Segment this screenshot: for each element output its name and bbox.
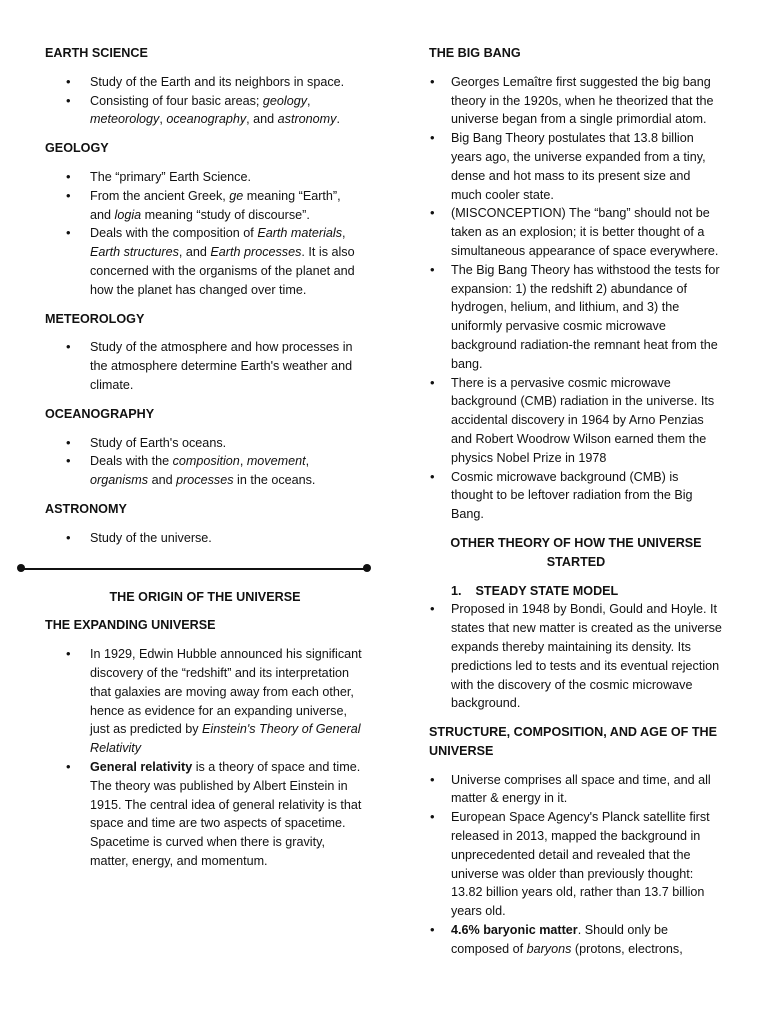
meteorology-list xyxy=(45,338,365,394)
divider-endpoint-left xyxy=(17,564,25,572)
list-item: • Deals with the composition, movement, organisms and processes in the oceans. xyxy=(45,452,365,490)
list-item: • Study of Earth's oceans. xyxy=(45,434,365,453)
list-item: • Cosmic microwave background (CMB) is thought to be leftover radiation from the Big Bang. xyxy=(429,468,723,524)
list-item: • Consisting of four basic areas; geology, meteorology, oceanography, and astronomy. xyxy=(45,92,365,130)
left-column xyxy=(45,44,365,871)
structure-list xyxy=(429,771,723,959)
section-heading-other-theory: OTHER THEORY OF HOW THE UNIVERSE STARTED xyxy=(450,535,702,569)
section-heading-oceanography: OCEANOGRAPHY xyxy=(45,406,155,421)
list-item: • There is a pervasive cosmic microwave background (CMB) radiation in the universe. Its accidental discovery in 1964 by Arno Penzias and Robert Woodrow Wilson earned them the physics Nobel Prize in 1978 xyxy=(429,374,723,468)
list-item: • General relativity is a theory of space and time. The theory was published by Albert Einstein in 1915. The central idea of general relativity is that space and time are two aspects of spacetime. Spacetime is curved when there is gravity, matter, energy, and momentum. xyxy=(45,758,365,871)
geology-list xyxy=(45,168,365,300)
section-heading-earth-science: EARTH SCIENCE xyxy=(45,46,148,60)
big-bang-list xyxy=(429,73,723,524)
list-item: • Universe comprises all space and time, and all matter & energy in it. xyxy=(429,771,723,809)
earth-science-list xyxy=(45,73,365,129)
list-item: • Proposed in 1948 by Bondi, Gould and Hoyle. It states that new matter is created as the universe expands thereby maintaining its density. Its predictions led to tests and its eventual rejection with the discovery of the cosmic microwave background. xyxy=(429,600,723,713)
list-item: • 4.6% baryonic matter. Should only be composed of baryons (protons, electrons, xyxy=(429,921,723,959)
astronomy-list xyxy=(45,529,365,548)
list-item: • The Big Bang Theory has withstood the tests for expansion: 1) the redshift 2) abundance of hydrogen, helium, and lithium, and 3) the uniformly pervasive cosmic microwave background radiation-the remnant heat from the bang. xyxy=(429,261,723,374)
list-item: • Deals with the composition of Earth materials, Earth structures, and Earth processes. It is also concerned with the organisms of the planet and how the planet has changed over time. xyxy=(45,224,365,299)
list-item: • From the ancient Greek, ge meaning “Earth”, and logia meaning “study of discourse”. xyxy=(45,187,365,225)
list-item: • Georges Lemaître first suggested the big bang theory in the 1920s, when he theorized that the universe began from a single primordial atom. xyxy=(429,73,723,129)
section-heading-geology: GEOLOGY xyxy=(45,141,109,156)
list-item: • In 1929, Edwin Hubble announced his significant discovery of the “redshift” and its interpretation that galaxies are moving away from each other, hence as evidence for an expanding universe, just as predicted by Einstein's Theory of General Relativity xyxy=(45,645,365,758)
list-item: • Study of the atmosphere and how processes in the atmosphere determine Earth's weather and climate. xyxy=(45,338,365,394)
list-item: • The “primary” Earth Science. xyxy=(45,168,365,187)
divider-endpoint-right xyxy=(363,564,371,572)
list-item: • (MISCONCEPTION) The “bang” should not be taken as an explosion; it is better thought of a simultaneous appearance of space everywhere. xyxy=(429,204,723,260)
section-heading-astronomy: ASTRONOMY xyxy=(45,501,127,516)
list-item: • Big Bang Theory postulates that 13.8 billion years ago, the universe expanded from a tiny, dense and hot mass to its present size and much cooler state. xyxy=(429,129,723,204)
expanding-universe-list xyxy=(45,645,365,871)
section-heading-expanding-universe: THE EXPANDING UNIVERSE xyxy=(45,618,216,633)
section-heading-big-bang: THE BIG BANG xyxy=(429,46,521,60)
oceanography-list xyxy=(45,434,365,490)
list-item: • European Space Agency's Planck satellite first released in 2013, mapped the background in unprecedented detail and revealed that the universe was older than previously thought: 13.82 billion years old, rather than 13.7 billion years old. xyxy=(429,808,723,921)
list-item: • Study of the universe. xyxy=(45,529,365,548)
steady-state-list xyxy=(429,600,723,713)
origin-title: THE ORIGIN OF THE UNIVERSE xyxy=(109,589,301,604)
section-heading-meteorology: METEOROLOGY xyxy=(45,311,145,326)
right-column xyxy=(429,44,723,959)
steady-state-heading: 1. STEADY STATE MODEL xyxy=(451,583,619,598)
section-heading-structure: STRUCTURE, COMPOSITION, AND AGE OF THE UNIVERSE xyxy=(429,725,718,758)
list-item: • Study of the Earth and its neighbors in space. xyxy=(45,73,365,92)
divider-line xyxy=(19,568,369,570)
